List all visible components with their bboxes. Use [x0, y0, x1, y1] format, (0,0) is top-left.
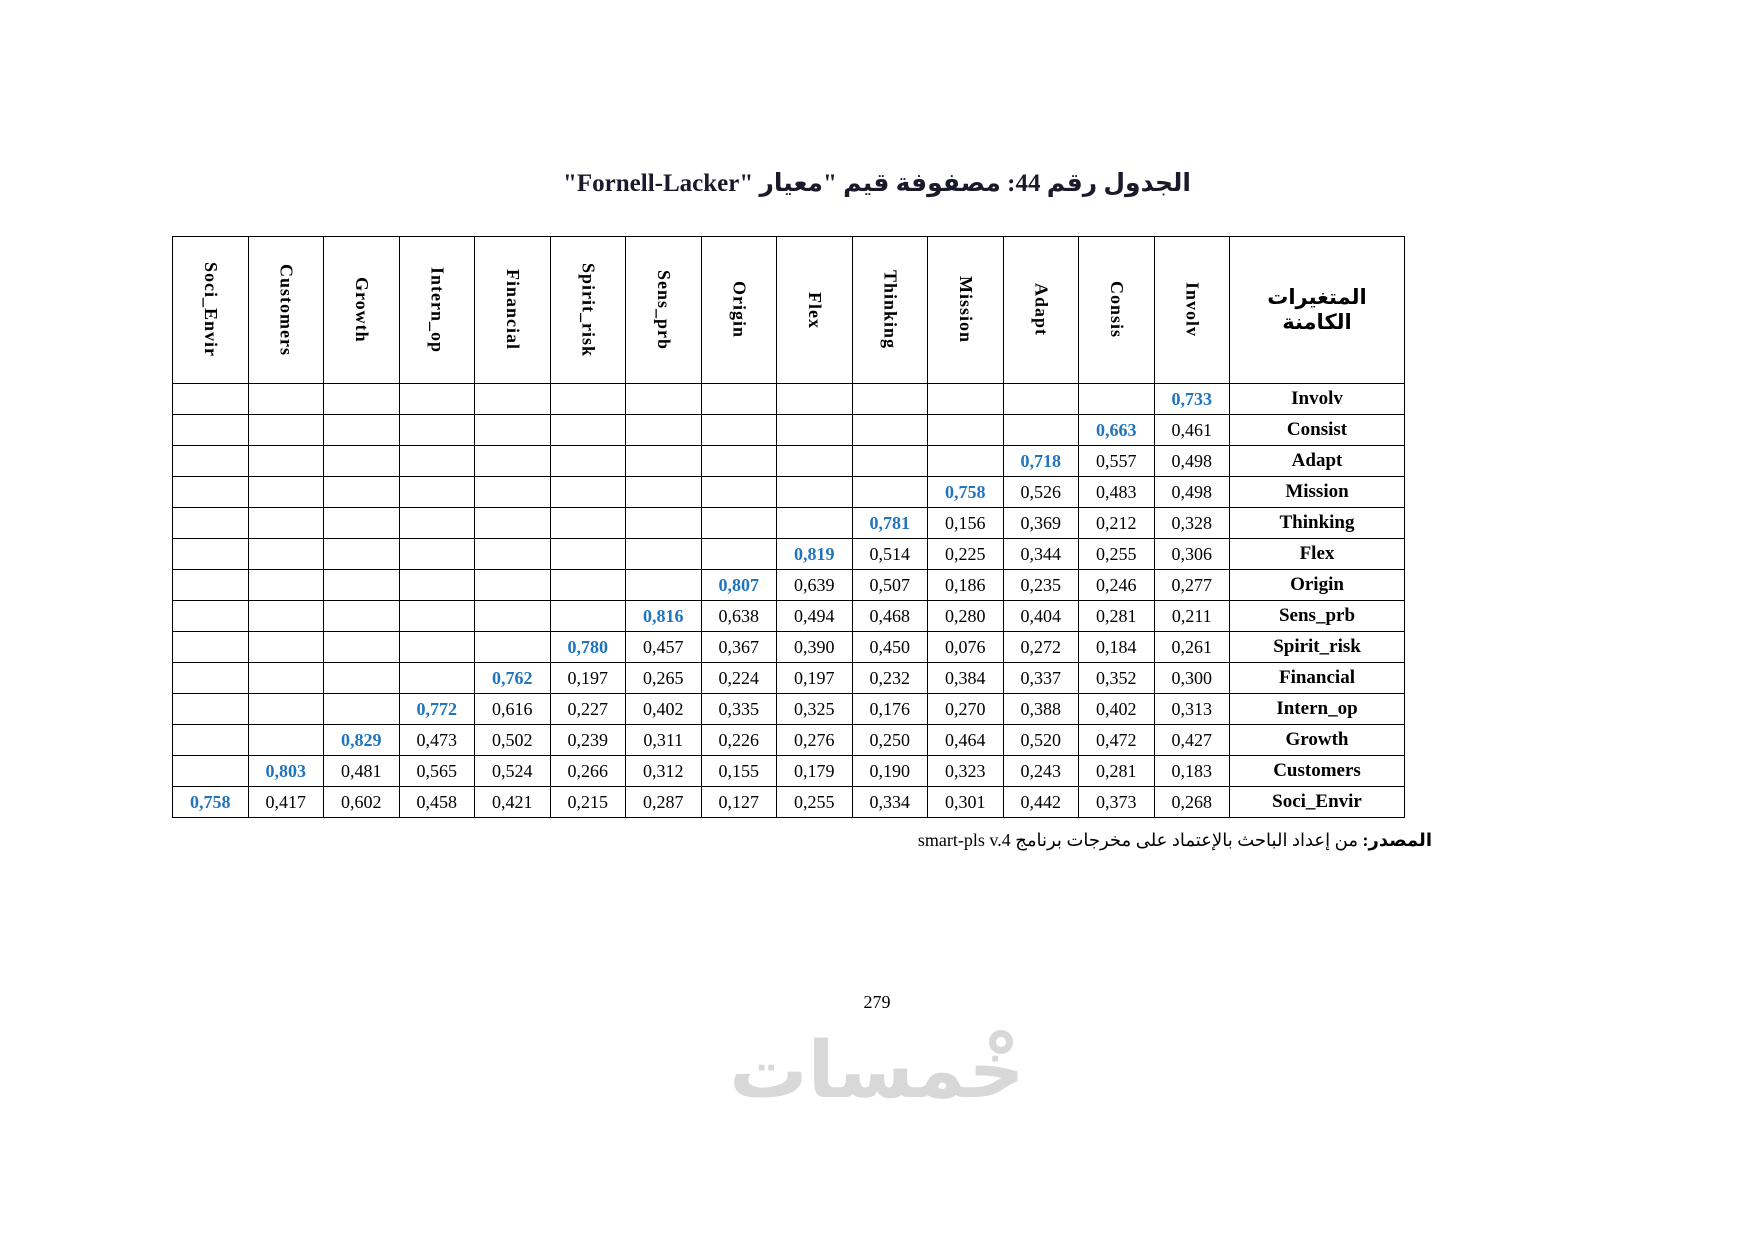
matrix-value: 0,276 [777, 725, 853, 756]
empty-cell [626, 570, 702, 601]
matrix-value: 0,498 [1154, 446, 1230, 477]
empty-cell [324, 601, 400, 632]
row-label-involv: Involv [1230, 384, 1405, 415]
matrix-value: 0,524 [475, 756, 551, 787]
diagonal-value: 0,829 [324, 725, 400, 756]
matrix-value: 0,328 [1154, 508, 1230, 539]
matrix-value: 0,442 [1003, 787, 1079, 818]
empty-cell [852, 446, 928, 477]
empty-cell [399, 415, 475, 446]
latent-variables-header: المتغيرات الكامنة [1230, 237, 1405, 384]
empty-cell [399, 570, 475, 601]
row-label-spirit_risk: Spirit_risk [1230, 632, 1405, 663]
matrix-value: 0,156 [928, 508, 1004, 539]
matrix-value: 0,323 [928, 756, 1004, 787]
empty-cell [1079, 384, 1155, 415]
column-header-financial: Financial [475, 237, 551, 384]
empty-cell [475, 632, 551, 663]
source-label: المصدر: [1362, 830, 1432, 850]
matrix-value: 0,427 [1154, 725, 1230, 756]
empty-cell [248, 601, 324, 632]
diagonal-value: 0,819 [777, 539, 853, 570]
matrix-value: 0,384 [928, 663, 1004, 694]
empty-cell [324, 446, 400, 477]
empty-cell [852, 477, 928, 508]
empty-cell [173, 632, 249, 663]
matrix-value: 0,402 [1079, 694, 1155, 725]
table-row [173, 694, 1405, 725]
empty-cell [173, 508, 249, 539]
empty-cell [248, 694, 324, 725]
table-row [173, 384, 1405, 415]
row-label-sens_prb: Sens_prb [1230, 601, 1405, 632]
diagonal-value: 0,718 [1003, 446, 1079, 477]
watermark-ring-icon [989, 1030, 1013, 1054]
diagonal-value: 0,803 [248, 756, 324, 787]
matrix-value: 0,417 [248, 787, 324, 818]
matrix-value: 0,235 [1003, 570, 1079, 601]
matrix-value: 0,313 [1154, 694, 1230, 725]
matrix-value: 0,211 [1154, 601, 1230, 632]
matrix-value: 0,557 [1079, 446, 1155, 477]
matrix-value: 0,369 [1003, 508, 1079, 539]
column-header-adapt: Adapt [1003, 237, 1079, 384]
table-row [173, 601, 1405, 632]
empty-cell [550, 601, 626, 632]
matrix-value: 0,335 [701, 694, 777, 725]
column-header-intern_op: Intern_op [399, 237, 475, 384]
row-label-financial: Financial [1230, 663, 1405, 694]
matrix-value: 0,565 [399, 756, 475, 787]
row-label-soci_envir: Soci_Envir [1230, 787, 1405, 818]
matrix-value: 0,325 [777, 694, 853, 725]
diagonal-value: 0,772 [399, 694, 475, 725]
matrix-value: 0,344 [1003, 539, 1079, 570]
column-header-spirit_risk: Spirit_risk [550, 237, 626, 384]
matrix-value: 0,239 [550, 725, 626, 756]
matrix-value: 0,183 [1154, 756, 1230, 787]
matrix-value: 0,287 [626, 787, 702, 818]
table-row [173, 725, 1405, 756]
matrix-value: 0,520 [1003, 725, 1079, 756]
row-label-intern_op: Intern_op [1230, 694, 1405, 725]
empty-cell [324, 415, 400, 446]
row-label-adapt: Adapt [1230, 446, 1405, 477]
empty-cell [701, 508, 777, 539]
matrix-value: 0,390 [777, 632, 853, 663]
matrix-value: 0,281 [1079, 601, 1155, 632]
matrix-value: 0,337 [1003, 663, 1079, 694]
table-row [173, 539, 1405, 570]
matrix-value: 0,277 [1154, 570, 1230, 601]
matrix-value: 0,472 [1079, 725, 1155, 756]
table-row [173, 632, 1405, 663]
matrix-value: 0,155 [701, 756, 777, 787]
row-label-mission: Mission [1230, 477, 1405, 508]
matrix-value: 0,311 [626, 725, 702, 756]
matrix-value: 0,270 [928, 694, 1004, 725]
empty-cell [324, 570, 400, 601]
empty-cell [475, 508, 551, 539]
matrix-value: 0,190 [852, 756, 928, 787]
table-row [173, 756, 1405, 787]
column-header-consis: Consis [1079, 237, 1155, 384]
empty-cell [324, 384, 400, 415]
empty-cell [626, 384, 702, 415]
empty-cell [777, 415, 853, 446]
empty-cell [852, 384, 928, 415]
empty-cell [248, 384, 324, 415]
empty-cell [928, 384, 1004, 415]
column-header-thinking: Thinking [852, 237, 928, 384]
table-row [173, 570, 1405, 601]
empty-cell [324, 663, 400, 694]
source-note [918, 830, 1432, 851]
column-header-soci_envir: Soci_Envir [173, 237, 249, 384]
empty-cell [1003, 415, 1079, 446]
empty-cell [324, 508, 400, 539]
empty-cell [248, 570, 324, 601]
empty-cell [324, 477, 400, 508]
empty-cell [248, 725, 324, 756]
matrix-value: 0,483 [1079, 477, 1155, 508]
empty-cell [475, 415, 551, 446]
matrix-value: 0,458 [399, 787, 475, 818]
empty-cell [777, 384, 853, 415]
row-label-thinking: Thinking [1230, 508, 1405, 539]
diagonal-value: 0,762 [475, 663, 551, 694]
empty-cell [626, 415, 702, 446]
empty-cell [701, 446, 777, 477]
table-row [173, 477, 1405, 508]
matrix-value: 0,281 [1079, 756, 1155, 787]
matrix-value: 0,473 [399, 725, 475, 756]
matrix-value: 0,367 [701, 632, 777, 663]
matrix-value: 0,255 [1079, 539, 1155, 570]
matrix-value: 0,268 [1154, 787, 1230, 818]
matrix-value: 0,076 [928, 632, 1004, 663]
empty-cell [248, 446, 324, 477]
source-text: من إعداد الباحث بالإعتماد على مخرجات برنامج smart-pls v.4 [917, 830, 1358, 850]
matrix-value: 0,272 [1003, 632, 1079, 663]
empty-cell [324, 694, 400, 725]
empty-cell [626, 446, 702, 477]
matrix-value: 0,468 [852, 601, 928, 632]
matrix-value: 0,225 [928, 539, 1004, 570]
empty-cell [399, 384, 475, 415]
matrix-value: 0,232 [852, 663, 928, 694]
empty-cell [248, 508, 324, 539]
matrix-value: 0,464 [928, 725, 1004, 756]
empty-cell [777, 477, 853, 508]
empty-cell [928, 446, 1004, 477]
matrix-value: 0,421 [475, 787, 551, 818]
matrix-value: 0,639 [777, 570, 853, 601]
empty-cell [550, 477, 626, 508]
header-row [173, 237, 1405, 384]
matrix-value: 0,457 [626, 632, 702, 663]
empty-cell [399, 663, 475, 694]
khamsat-watermark: خمسات [729, 1026, 1025, 1116]
empty-cell [701, 477, 777, 508]
page-number: 279 [863, 992, 891, 1012]
empty-cell [550, 508, 626, 539]
empty-cell [248, 539, 324, 570]
table-title: الجدول رقم 44: مصفوفة قيم "معيار "Fornell-Lacker" [562, 170, 1191, 197]
diagonal-value: 0,781 [852, 508, 928, 539]
matrix-value: 0,197 [550, 663, 626, 694]
diagonal-value: 0,758 [928, 477, 1004, 508]
table-row [173, 508, 1405, 539]
empty-cell [777, 446, 853, 477]
row-label-customers: Customers [1230, 756, 1405, 787]
matrix-value: 0,179 [777, 756, 853, 787]
empty-cell [701, 384, 777, 415]
empty-cell [626, 508, 702, 539]
matrix-value: 0,334 [852, 787, 928, 818]
empty-cell [173, 725, 249, 756]
matrix-value: 0,227 [550, 694, 626, 725]
empty-cell [626, 539, 702, 570]
matrix-value: 0,212 [1079, 508, 1155, 539]
matrix-value: 0,226 [701, 725, 777, 756]
matrix-value: 0,498 [1154, 477, 1230, 508]
empty-cell [550, 384, 626, 415]
table-row [173, 787, 1405, 818]
diagonal-value: 0,816 [626, 601, 702, 632]
matrix-value: 0,197 [777, 663, 853, 694]
empty-cell [701, 415, 777, 446]
diagonal-value: 0,807 [701, 570, 777, 601]
matrix-value: 0,176 [852, 694, 928, 725]
column-header-origin: Origin [701, 237, 777, 384]
matrix-value: 0,514 [852, 539, 928, 570]
empty-cell [1003, 384, 1079, 415]
matrix-value: 0,215 [550, 787, 626, 818]
row-label-flex: Flex [1230, 539, 1405, 570]
empty-cell [475, 446, 551, 477]
empty-cell [173, 756, 249, 787]
empty-cell [173, 663, 249, 694]
empty-cell [324, 632, 400, 663]
matrix-value: 0,266 [550, 756, 626, 787]
empty-cell [550, 539, 626, 570]
empty-cell [399, 632, 475, 663]
row-label-origin: Origin [1230, 570, 1405, 601]
empty-cell [173, 446, 249, 477]
diagonal-value: 0,733 [1154, 384, 1230, 415]
matrix-value: 0,507 [852, 570, 928, 601]
column-header-customers: Customers [248, 237, 324, 384]
empty-cell [701, 539, 777, 570]
empty-cell [173, 570, 249, 601]
matrix-value: 0,461 [1154, 415, 1230, 446]
matrix-value: 0,186 [928, 570, 1004, 601]
row-label-growth: Growth [1230, 725, 1405, 756]
matrix-value: 0,184 [1079, 632, 1155, 663]
matrix-value: 0,306 [1154, 539, 1230, 570]
diagonal-value: 0,663 [1079, 415, 1155, 446]
column-header-involv: Involv [1154, 237, 1230, 384]
empty-cell [173, 415, 249, 446]
empty-cell [928, 415, 1004, 446]
matrix-value: 0,388 [1003, 694, 1079, 725]
diagonal-value: 0,780 [550, 632, 626, 663]
empty-cell [399, 539, 475, 570]
empty-cell [475, 539, 551, 570]
empty-cell [475, 477, 551, 508]
matrix-value: 0,481 [324, 756, 400, 787]
matrix-value: 0,255 [777, 787, 853, 818]
matrix-value: 0,312 [626, 756, 702, 787]
empty-cell [173, 601, 249, 632]
matrix-value: 0,502 [475, 725, 551, 756]
empty-cell [475, 384, 551, 415]
table-row [173, 663, 1405, 694]
empty-cell [324, 539, 400, 570]
empty-cell [399, 601, 475, 632]
matrix-value: 0,301 [928, 787, 1004, 818]
matrix-value: 0,450 [852, 632, 928, 663]
matrix-value: 0,261 [1154, 632, 1230, 663]
matrix-value: 0,250 [852, 725, 928, 756]
empty-cell [399, 477, 475, 508]
matrix-value: 0,127 [701, 787, 777, 818]
table-row [173, 415, 1405, 446]
empty-cell [550, 570, 626, 601]
fornell-larcker-table [172, 236, 1405, 818]
matrix-value: 0,373 [1079, 787, 1155, 818]
empty-cell [173, 477, 249, 508]
empty-cell [248, 477, 324, 508]
empty-cell [173, 694, 249, 725]
matrix-value: 0,352 [1079, 663, 1155, 694]
matrix-value: 0,616 [475, 694, 551, 725]
empty-cell [777, 508, 853, 539]
matrix-value: 0,404 [1003, 601, 1079, 632]
empty-cell [399, 446, 475, 477]
empty-cell [475, 601, 551, 632]
matrix-value: 0,638 [701, 601, 777, 632]
empty-cell [550, 446, 626, 477]
matrix-value: 0,224 [701, 663, 777, 694]
column-header-flex: Flex [777, 237, 853, 384]
diagonal-value: 0,758 [173, 787, 249, 818]
matrix-value: 0,265 [626, 663, 702, 694]
column-header-sens_prb: Sens_prb [626, 237, 702, 384]
empty-cell [626, 477, 702, 508]
column-header-growth: Growth [324, 237, 400, 384]
empty-cell [475, 570, 551, 601]
empty-cell [248, 663, 324, 694]
row-label-consist: Consist [1230, 415, 1405, 446]
empty-cell [852, 415, 928, 446]
empty-cell [248, 415, 324, 446]
empty-cell [248, 632, 324, 663]
column-header-mission: Mission [928, 237, 1004, 384]
matrix-value: 0,602 [324, 787, 400, 818]
matrix-value: 0,526 [1003, 477, 1079, 508]
empty-cell [399, 508, 475, 539]
empty-cell [550, 415, 626, 446]
matrix-value: 0,494 [777, 601, 853, 632]
matrix-value: 0,300 [1154, 663, 1230, 694]
matrix-value: 0,246 [1079, 570, 1155, 601]
matrix-value: 0,402 [626, 694, 702, 725]
empty-cell [173, 384, 249, 415]
matrix-value: 0,280 [928, 601, 1004, 632]
table-row [173, 446, 1405, 477]
empty-cell [173, 539, 249, 570]
matrix-value: 0,243 [1003, 756, 1079, 787]
